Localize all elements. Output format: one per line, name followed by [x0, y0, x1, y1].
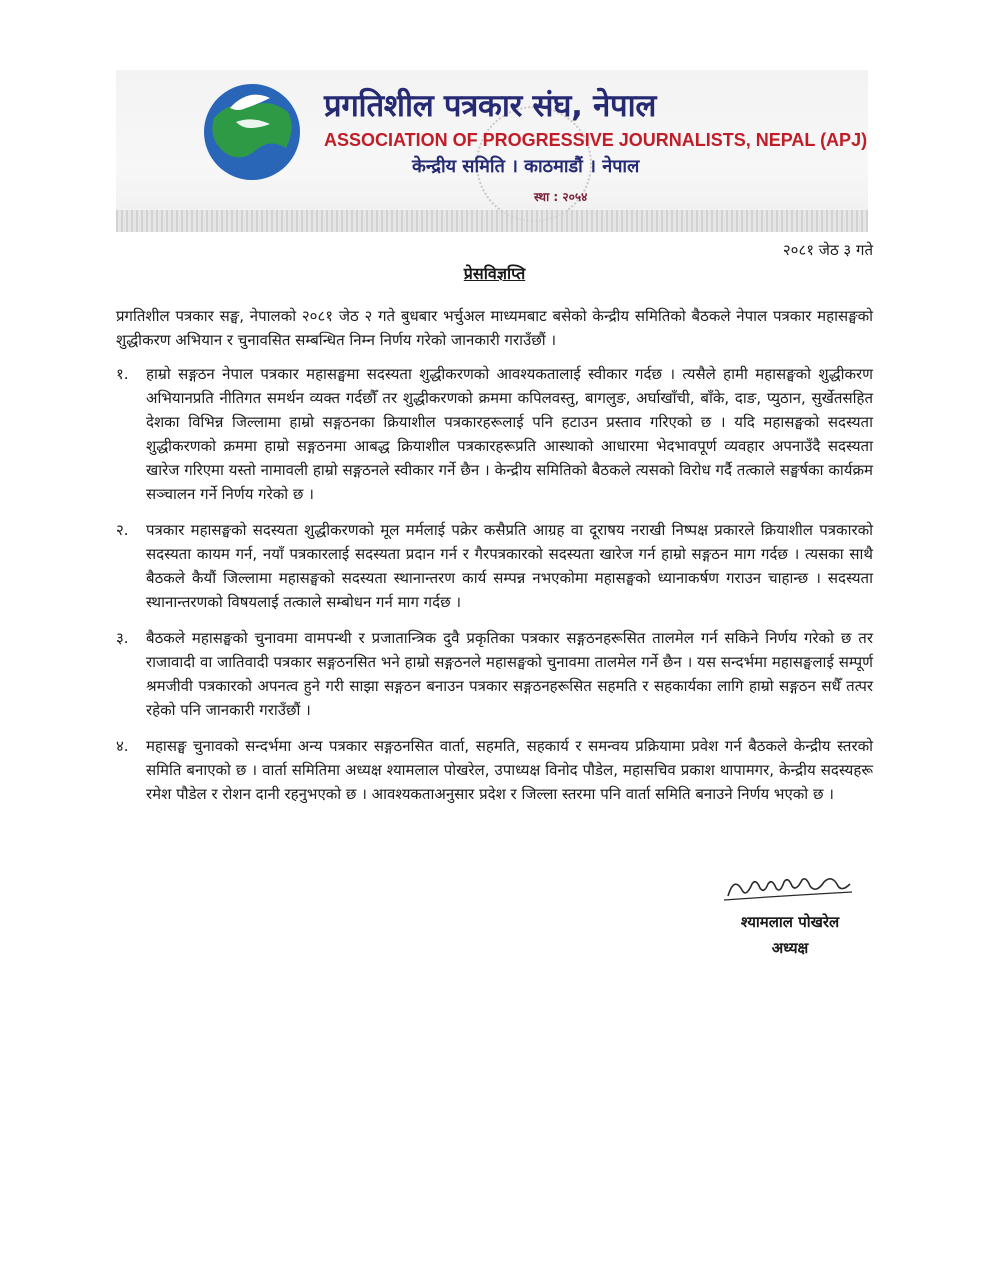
handwritten-signature: [720, 866, 860, 906]
signer-name: श्यामलाल पोखरेल: [740, 913, 840, 931]
seal-text: स्था : २०५४: [534, 190, 588, 204]
decision-text: बैठकले महासङ्घको चुनावमा वामपन्थी र प्रजातान्त्रिक दुवै प्रकृतिका पत्रकार सङ्गठनहरूसित तालमेल गर्न सकिने निर्णय गरेको छ तर राजावादी वा जातिवादी पत्रकार सङ्गठनसित भने हाम्रो सङ्गठनले महासङ्घको चुनावमा तालमेल गर्ने छैन । यस सन्दर्भमा महासङ्घलाई सम्पूर्ण श्रमजीवी पत्रकारको अपनत्व हुने गरी साझा सङ्गठन बनाउन पत्रकार सङ्गठनहरूसित सहमति र सहकार्यका लागि हाम्रो सङ्गठन सधैँ तत्पर रहेको पनि जानकारी गराउँछौं ।: [146, 629, 873, 719]
letterhead: [116, 70, 868, 232]
decision-item: [116, 362, 873, 506]
document-title: प्रेसविज्ञप्ति: [463, 264, 526, 283]
decision-number: १.: [116, 365, 129, 383]
decision-item: [116, 626, 873, 722]
decision-text: हाम्रो सङ्गठन नेपाल पत्रकार महासङ्घमा सदस्यता शुद्धीकरणको आवश्यकतालाई स्वीकार गर्दछ । त्यसैले हामी महासङ्घको शुद्धीकरण अभियानप्रति नीतिगत समर्थन व्यक्त गर्दछौँ तर शुद्धीकरणको क्रममा कपिलवस्तु, बागलुङ, अर्घाखाँची, बाँके, दाङ, प्युठान, सुर्खेतसहित देशका विभिन्न जिल्लामा हाम्रो सङ्गठनका क्रियाशील पत्रकारहरूलाई पनि हटाउन प्रस्ताव गरिएको छ । यदि महासङ्घको सदस्यता शुद्धीकरणको क्रममा हाम्रो सङ्गठनमा आबद्ध क्रियाशील पत्रकारहरूप्रति आस्थाको आधारमा भेदभावपूर्ण व्यवहार अपनाउँदै सदस्यता खारेज गरिएमा यस्तो नामावली हाम्रो सङ्गठनले स्वीकार गर्ने छैन । केन्द्रीय समितिको बैठकले त्यसको विरोध गर्दै तत्काले सङ्घर्षका कार्यक्रम सञ्चालन गर्ने निर्णय गरेको छ ।: [146, 365, 873, 503]
decision-number: ४.: [116, 737, 129, 755]
intro-paragraph: प्रगतिशील पत्रकार सङ्घ, नेपालको २०८१ जेठ २ गते बुधबार भर्चुअल माध्यमबाट बसेको केन्द्रीय समितिको बैठकले नेपाल पत्रकार महासङ्घको शुद्धीकरण अभियान र चुनावसित सम्बन्धित निम्न निर्णय गरेको जानकारी गराउँछौं ।: [116, 307, 873, 349]
decision-number: ३.: [116, 629, 129, 647]
globe-logo-icon: [200, 78, 304, 182]
decision-list: [116, 362, 873, 818]
org-name-english: ASSOCIATION OF PROGRESSIVE JOURNALISTS, NEPAL (APJ): [324, 130, 868, 150]
letterhead-stripe: [116, 210, 868, 232]
document-date: २०८१ जेठ ३ गते: [782, 241, 873, 259]
decision-text: पत्रकार महासङ्घको सदस्यता शुद्धीकरणको मूल मर्मलाई पक्रेर कसैप्रति आग्रह वा दूराषय नराखी निष्पक्ष प्रकारले क्रियाशील पत्रकारको सदस्यता कायम गर्न, नयाँ पत्रकारलाई सदस्यता प्रदान गर्न र गैरपत्रकारको सदस्यता खारेज गर्न हाम्रो सङ्गठन माग गर्दछ । त्यसका साथै बैठकले कैयौं जिल्लामा महासङ्घको सदस्यता स्थानान्तरण कार्य सम्पन्न नभएकोमा महासङ्घको ध्यानाकर्षण गराउन चाहान्छ । सदस्यता स्थानान्तरणको विषयलाई तत्काले सम्बोधन गर्न माग गर्दछ ।: [146, 521, 873, 611]
decision-text: महासङ्घ चुनावको सन्दर्भमा अन्य पत्रकार सङ्गठनसित वार्ता, सहमति, सहकार्य र समन्वय प्रक्रियामा प्रवेश गर्न बैठकले केन्द्रीय स्तरको समिति बनाएको छ । वार्ता समितिमा अध्यक्ष श्यामलाल पोखरेल, उपाध्यक्ष विनोद पौडेल, महासचिव प्रकाश थापामगर, केन्द्रीय सदस्यहरू रमेश पौडेल र रोशन दानी रहनुभएको छ । आवश्यकताअनुसार प्रदेश र जिल्ला स्तरमा पनि वार्ता समिति बनाउने निर्णय भएको छ ।: [146, 737, 873, 803]
decision-number: २.: [116, 521, 129, 539]
org-subtitle: केन्द्रीय समिति । काठमाडौं । नेपाल: [412, 156, 640, 177]
decision-item: [116, 518, 873, 614]
signer-role: अध्यक्ष: [771, 939, 809, 957]
decision-item: [116, 734, 873, 806]
org-name-nepali: प्रगतिशील पत्रकार संघ, नेपाल: [324, 88, 657, 124]
